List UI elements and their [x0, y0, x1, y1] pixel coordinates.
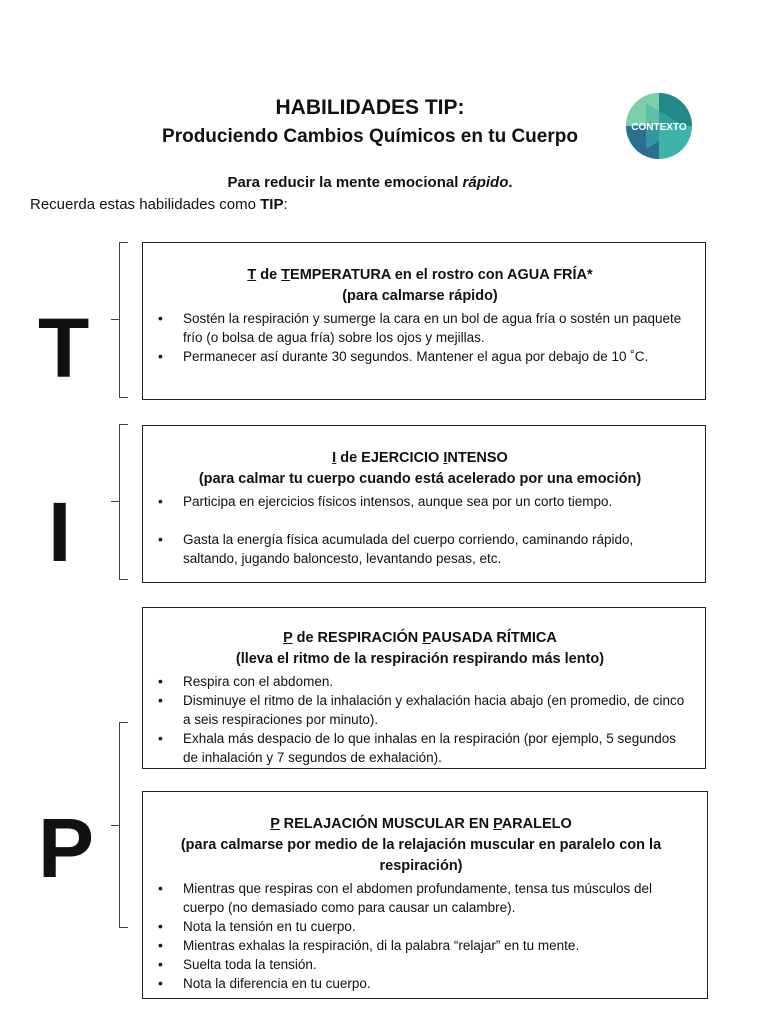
letter-i: I: [48, 485, 72, 579]
list-item: • Respira con el abdomen.: [153, 672, 687, 691]
letter-p: P: [38, 801, 95, 895]
list-item: • Nota la diferencia en tu cuerpo.: [153, 974, 689, 993]
list-item: • Disminuye el ritmo de la inhalación y exhalación hacia abajo (en promedio, de cinco a seis respiraciones por minuto).: [153, 691, 687, 729]
section-relajacion: [142, 791, 708, 999]
bracket-tick-i: [111, 501, 119, 502]
list-item: • Participa en ejercicios físicos intensos, aunque sea por un corto tiempo.: [153, 492, 687, 511]
bracket-t: [119, 242, 128, 398]
list-item: • Nota la tensión en tu cuerpo.: [153, 917, 689, 936]
page-title: HABILIDADES TIP:: [275, 96, 465, 119]
section-heading: T de TEMPERATURA en el rostro con AGUA FRÍA*: [247, 267, 593, 283]
section-subheading: (para calmarse por medio de la relajación muscular en paralelo con la respiración): [180, 837, 662, 874]
section-heading: P de RESPIRACIÓN PAUSADA RÍTMICA: [283, 630, 557, 646]
list-item: • Mientras que respiras con el abdomen profundamente, tensa tus músculos del cuerpo (no demasiado como para causar un calambre).: [153, 879, 689, 917]
list-item: • Suelta toda la tensión.: [153, 955, 689, 974]
section-temperatura: [142, 242, 706, 400]
intro-line-1: Para reducir la mente emocional rápido.: [227, 174, 513, 191]
page-subtitle: Produciendo Cambios Químicos en tu Cuerpo: [162, 126, 578, 147]
list-item: • Exhala más despacio de lo que inhalas en la respiración (por ejemplo, 5 segundos de inhalación y 7 segundos de exhalación).: [153, 729, 687, 767]
section-ejercicio: [142, 425, 706, 583]
section-subheading: (para calmarse rápido): [342, 288, 498, 304]
list-item: • Permanecer así durante 30 segundos. Mantener el agua por debajo de 10 ˚C.: [153, 347, 687, 366]
letter-t: T: [38, 301, 90, 395]
bracket-i: [119, 424, 128, 580]
bullet-list: [153, 309, 687, 366]
bracket-p: [119, 722, 128, 928]
contexto-logo: [626, 93, 692, 159]
bullet-list: [153, 879, 689, 993]
list-item: • Sostén la respiración y sumerge la cara en un bol de agua fría o sostén un paquete frío (o bolsa de agua fría) sobre los ojos y mejillas.: [153, 309, 687, 347]
section-heading: P RELAJACIÓN MUSCULAR EN PARALELO: [270, 816, 572, 832]
intro-line-2: Recuerda estas habilidades como TIP:: [30, 196, 288, 213]
bracket-tick-p: [111, 825, 119, 826]
bracket-tick-t: [111, 319, 119, 320]
bullet-list: [153, 672, 687, 767]
list-item: • Mientras exhalas la respiración, di la palabra “relajar” en tu mente.: [153, 936, 689, 955]
section-subheading: (lleva el ritmo de la respiración respirando más lento): [235, 651, 605, 667]
bullet-list: [153, 492, 687, 568]
logo-text: CONTEXTO: [631, 122, 687, 133]
section-heading: I de EJERCICIO INTENSO: [332, 450, 508, 466]
section-subheading: (para calmar tu cuerpo cuando está acelerado por una emoción): [198, 471, 642, 487]
section-respiracion: [142, 607, 706, 769]
list-item: • Gasta la energía física acumulada del cuerpo corriendo, caminando rápido, saltando, jugando baloncesto, levantando pesas, etc.: [153, 530, 687, 568]
